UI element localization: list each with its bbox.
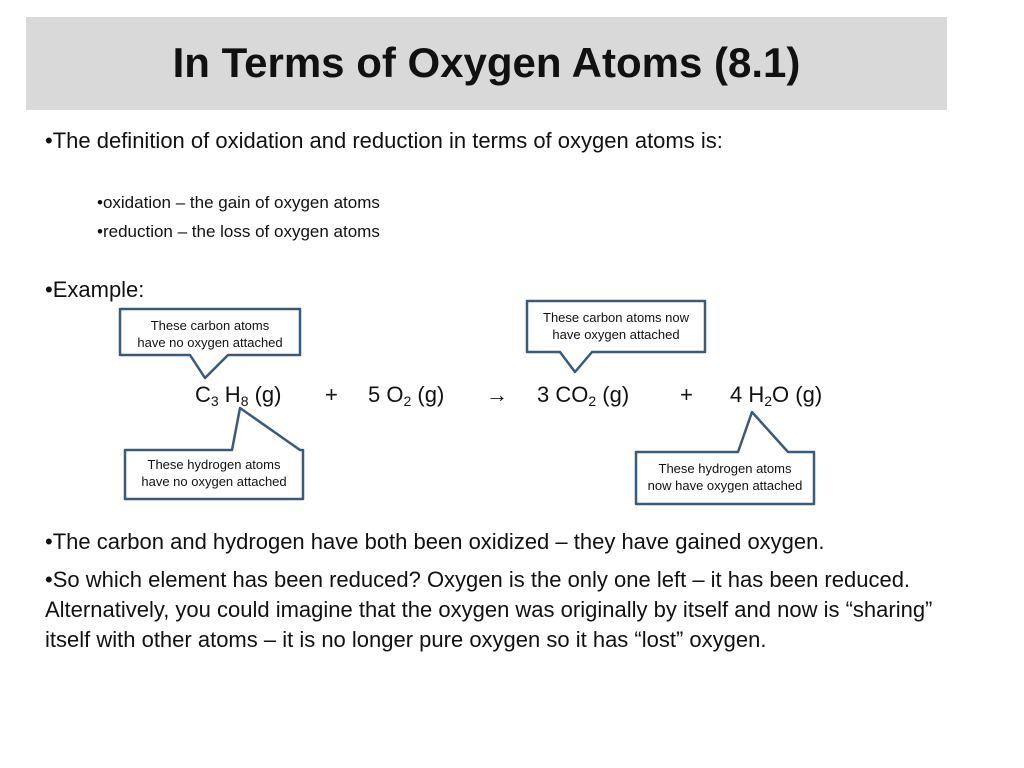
callout-hydrogen-after-line1: These hydrogen atoms bbox=[658, 461, 792, 476]
water-h: 4 H bbox=[730, 382, 765, 407]
callout-carbon-before bbox=[120, 317, 300, 351]
callout-carbon-after bbox=[527, 309, 705, 343]
propane-h: H bbox=[218, 382, 241, 407]
propane-sub-h: 8 bbox=[240, 393, 249, 409]
callout-hydrogen-before-line2: have no oxygen attached bbox=[141, 474, 287, 489]
plus-sign-1: + bbox=[325, 382, 338, 407]
product-co2 bbox=[537, 380, 629, 410]
plus-sign-2: + bbox=[680, 382, 693, 407]
water-o-state: O (g) bbox=[772, 382, 823, 407]
reactant-oxygen bbox=[368, 380, 444, 410]
callout-carbon-after-line1: These carbon atoms now bbox=[543, 310, 689, 325]
definition-bullet: •The definition of oxidation and reduction in terms of oxygen atoms is: bbox=[45, 128, 723, 153]
oxidation-bullet: •oxidation – the gain of oxygen atoms bbox=[97, 193, 380, 212]
slide-title: In Terms of Oxygen Atoms (8.1) bbox=[172, 39, 801, 86]
callout-carbon-after-line2: have oxygen attached bbox=[552, 327, 680, 342]
oxygen-state: (g) bbox=[411, 382, 445, 407]
co2-state: (g) bbox=[596, 382, 630, 407]
reduced-paragraph: •So which element has been reduced? Oxygen is the only one left – it has been reduced. Alternatively, you could imagine that the oxygen was originally by itself and now is “sharing” itself with other atoms – it is no longer pure oxygen so it has “lost” oxygen. bbox=[45, 567, 933, 652]
callout-hydrogen-before bbox=[125, 456, 303, 490]
example-bullet: •Example: bbox=[45, 277, 145, 302]
propane-state: (g) bbox=[248, 382, 282, 407]
callout-hydrogen-after-line2: now have oxygen attached bbox=[647, 478, 803, 493]
callout-carbon-before-line2: have no oxygen attached bbox=[137, 335, 283, 350]
product-water bbox=[730, 380, 822, 410]
propane-c: C bbox=[195, 382, 211, 407]
co2-sub: 2 bbox=[588, 393, 597, 409]
reduction-bullet: •reduction – the loss of oxygen atoms bbox=[97, 222, 380, 241]
reaction-arrow: → bbox=[486, 382, 508, 407]
oxidized-paragraph: •The carbon and hydrogen have both been oxidized – they have gained oxygen. bbox=[45, 529, 825, 554]
co2-formula: 3 CO bbox=[537, 382, 589, 407]
oxygen-formula: 5 O bbox=[368, 382, 404, 407]
water-sub: 2 bbox=[764, 393, 773, 409]
callout-carbon-before-line1: These carbon atoms bbox=[150, 318, 270, 333]
propane-sub-c: 3 bbox=[210, 393, 219, 409]
reactant-propane bbox=[195, 380, 281, 410]
oxygen-sub: 2 bbox=[403, 393, 412, 409]
callout-hydrogen-before-line1: These hydrogen atoms bbox=[147, 457, 281, 472]
callout-hydrogen-after bbox=[636, 460, 814, 494]
